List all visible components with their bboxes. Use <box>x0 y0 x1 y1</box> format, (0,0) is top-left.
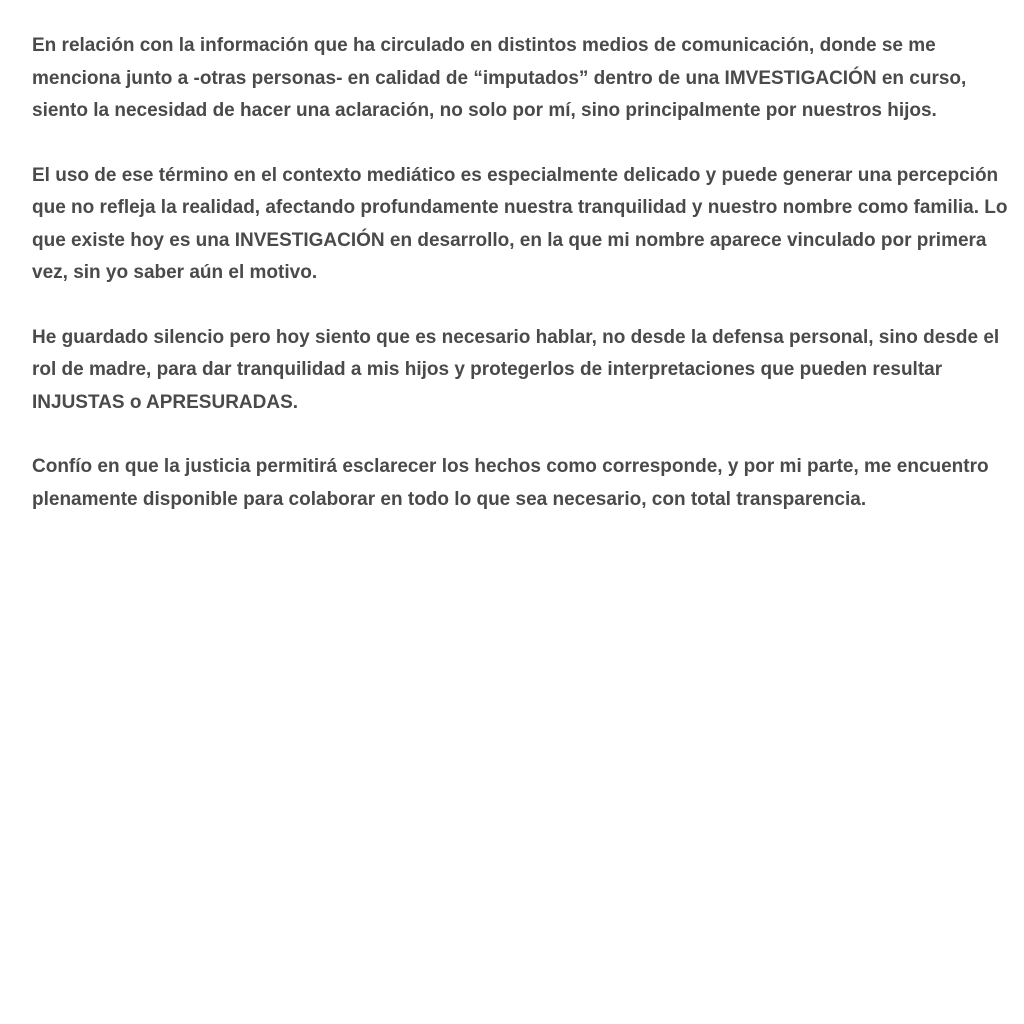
statement-body <box>32 30 1022 516</box>
paragraph-1: En relación con la información que ha circulado en distintos medios de comunicación, donde se me menciona junto a -otras personas- en calidad de “imputados” dentro de una IMVESTIGACIÓN en curso, siento la necesidad de hacer una aclaración, no solo por mí, sino principalmente por nuestros hijos. <box>32 35 967 121</box>
paragraph-2: El uso de ese término en el contexto mediático es especialmente delicado y puede generar una percepción que no refleja la realidad, afectando profundamente nuestra tranquilidad y nuestro nombre como familia. Lo que existe hoy es una INVESTIGACIÓN en desarrollo, en la que mi nombre aparece vinculado por primera vez, sin yo saber aún el motivo. <box>32 164 1008 283</box>
paragraph-3: He guardado silencio pero hoy siento que es necesario hablar, no desde la defensa personal, sino desde el rol de madre, para dar tranquilidad a mis hijos y protegerlos de interpretaciones que pueden resultar INJUSTAS o APRESURADAS. <box>32 326 1000 413</box>
paragraph-4: Confío en que la justicia permitirá esclarecer los hechos como corresponde, y por mi parte, me encuentro plenamente disponible para colaborar en todo lo que sea necesario, con total transparencia. <box>32 456 989 510</box>
